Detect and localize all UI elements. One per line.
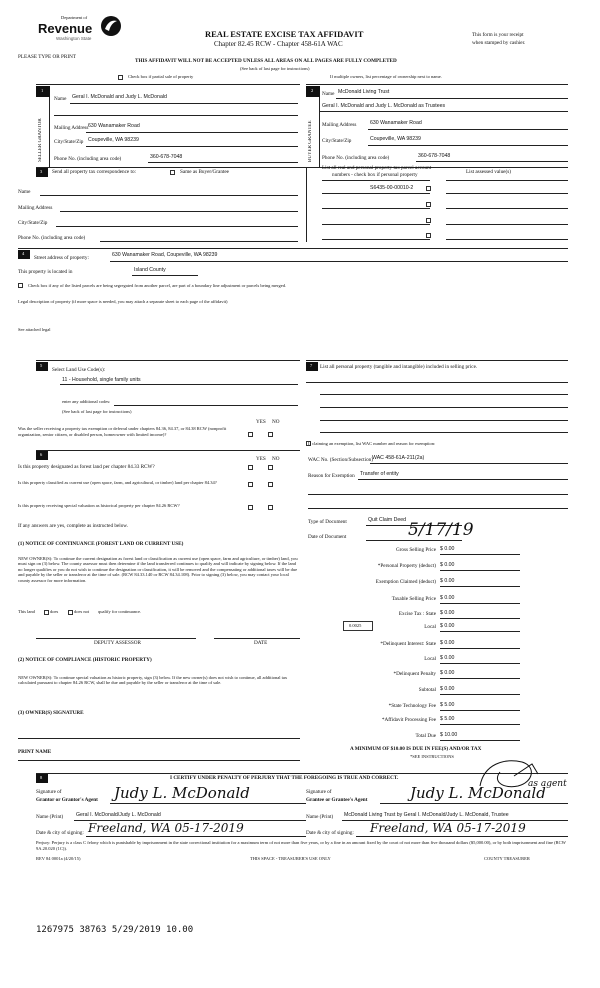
grantor-signature: Judy L. McDonald [114,784,250,802]
forest-yes-header: YES [256,456,266,462]
forest-q3: Is this property receiving special valuation as historical property per chapter 84.26 RCW? [18,503,180,508]
tax-row-value: $ 0.00 [440,640,455,646]
seller-phone-label: Phone No. (including area code) [54,156,122,162]
forest-q1-no-checkbox[interactable] [268,465,273,470]
grantee-sig-label-2: Grantee or Grantee's Agent [306,797,368,803]
does-checkbox[interactable] [44,610,49,615]
tax-row-label: Taxable Selling Price [391,596,436,602]
see-instructions-text: *SEE INSTRUCTIONS [410,754,454,759]
exemption-yes-checkbox[interactable] [248,432,253,437]
tax-row-value: $ 5.00 [440,702,455,708]
section-1-marker: 1 [36,86,50,97]
tax-row-value: $ 0.00 [440,562,455,568]
tax-row-label: Local [424,624,436,630]
doc-type-value: Quit Claim Deed [368,517,407,523]
grantee-date-city: Freeland, WA 05-17-2019 [370,821,526,835]
treasurer-space-text: THIS SPACE - TREASURER'S USE ONLY [250,856,331,861]
parcel-1-checkbox[interactable] [426,186,431,191]
grantee-date-label: Date & city of signing: [306,830,354,836]
section-6-marker: 6 [36,451,48,460]
logo-sub-text: Washington State [56,36,92,41]
forest-q2-no-checkbox[interactable] [268,482,273,487]
partial-sale-checkbox[interactable] [118,75,123,80]
seller-phone: 360-678-7048 [150,154,183,160]
owner-signature-title: (3) OWNER(S) SIGNATURE [18,710,84,716]
tax-row-label: Local [424,656,436,662]
additional-codes-label: enter any additional codes: [62,399,111,404]
parcel-3-checkbox[interactable] [426,218,431,223]
section-7-marker: 7 [306,362,318,371]
multiple-owners-text: If multiple owners, list percentage of ownership next to name. [330,74,442,79]
grantor-sig-label-2: Grantor or Grantor's Agent [36,797,98,803]
segregated-label: Check box if any of the listed parcels are being segregated from another parcel, are part of a boundary line adjustment or parcels being merged. [28,283,287,288]
buyer-grantee-label: BUYER GRANTEE [308,120,313,162]
tax-row-label: Subtotal [418,687,436,693]
grantor-print-label: Name (Print) [36,814,64,820]
parcels-heading-2: numbers - check box if personal property [332,172,418,178]
street-address: 630 Wanamaker Road, Coupeville, WA 98239 [112,252,218,258]
tax-row-label: *Delinquent Penalty [393,671,436,677]
grantor-print-name: Geral I. McDonald/Judy L. McDonald [76,812,161,818]
buyer-mailing-label: Mailing Address [322,122,357,128]
qualify-label: qualify for continuance. [98,609,142,614]
buyer-name-2: Geral I. McDonald and Judy L. McDonald as Trustees [322,103,446,109]
perjury-text: Perjury: Perjury is a class C felony which is punishable by imprisonment in the state correctional institution for a maximum term of not more than five years, or by a fine in an amount fixed by the court of not more than five thousand dollars ($5,000.00), or by both imprisonment and fine (RCW 9A.20.020 (1C)). [36,840,566,851]
land-use-no-header: NO [272,419,280,425]
recording-stamp: 1267975 38763 5/29/2019 10.00 [36,925,194,935]
seller-mailing-label: Mailing Address [54,125,89,131]
seller-grantor-label: SELLER GRANTOR [38,118,43,162]
revenue-swirl-icon [100,15,122,37]
reason-label: Reason for Exemption [308,473,355,479]
reason-value: Transfer of entity [360,471,399,477]
grantee-signature-flourish [474,756,564,794]
personal-property-heading: List all personal property (tangible and intangible) included in selling price. [320,364,478,370]
buyer-phone: 360-678-7048 [418,153,451,159]
parcel-2-checkbox[interactable] [426,202,431,207]
seller-city-label: City/State/Zip [54,139,84,145]
correspondence-phone-label: Phone No. (including area code) [18,235,86,241]
assessor-date-label: DATE [254,640,268,646]
notice-continuance-title: (1) NOTICE OF CONTINUANCE (FOREST LAND OR CURRENT USE) [18,541,184,547]
grantee-print-label: Name (Print) [306,814,334,820]
forest-q3-no-checkbox[interactable] [268,505,273,510]
tax-row-value: $ 0.00 [440,610,455,616]
buyer-city: Coupeville, WA 98239 [370,136,421,142]
forest-q1: Is this property designated as forest land per chapter 84.33 RCW? [18,464,155,470]
tax-row-value: $ 0.00 [440,686,455,692]
does-not-checkbox[interactable] [68,610,73,615]
buyer-phone-label: Phone No. (including area code) [322,155,390,161]
section-3-marker: 3 [36,168,48,177]
section-8-marker: 8 [36,774,48,783]
forest-no-header: NO [272,456,280,462]
logo-top-text: Department of [61,15,88,20]
tax-row-label: *Personal Property (deduct) [377,563,436,569]
section-4-marker: 4 [18,250,30,259]
seller-name: Geral I. McDonald and Judy L. McDonald [72,94,167,100]
tax-row-label: Gross Selling Price [395,547,436,553]
tax-row-value: $ 0.00 [440,670,455,676]
tax-row-value: $ 0.00 [440,595,455,601]
parcel-1-value: S6435-00-00010-2 [370,185,414,191]
local-rate-box: 0.0025 [343,621,373,631]
form-title: REAL ESTATE EXCISE TAX AFFIDAVIT [205,29,364,39]
forest-q2: Is this property classified as current use (open space, farm, and agricultural, or timber) land per chapter 84.34? [18,480,217,485]
segregated-checkbox[interactable] [18,283,23,288]
tax-row-label: *State Technology Fee [388,703,436,709]
land-use-yes-header: YES [256,419,266,425]
forest-q1-yes-checkbox[interactable] [248,465,253,470]
seller-mailing: 630 Wanamaker Road [88,123,140,129]
tax-row-value: $ 10.00 [440,732,458,738]
certify-heading: I CERTIFY UNDER PENALTY OF PERJURY THAT THE FOREGOING IS TRUE AND CORRECT. [170,775,399,781]
correspondence-mailing-label: Mailing Address [18,205,53,211]
tax-row-value: $ 5.00 [440,716,455,722]
exemption-heading: If claiming an exemption, list WAC number and reason for exemption: [308,441,436,446]
doc-date-label: Date of Document [308,534,347,540]
wac-value: WAC 458-61A-211(2a) [372,455,425,461]
forest-q2-yes-checkbox[interactable] [248,482,253,487]
legal-description-value: See attached legal [18,327,51,332]
correspondence-heading: Send all property tax correspondence to: [52,169,136,175]
rev-number: REV 84 0001a (4/20/15) [36,856,81,861]
same-as-buyer-checkbox[interactable] [170,170,175,175]
assessed-heading: List assessed value(s) [466,169,511,175]
grantee-signature: Judy L. McDonald [410,784,546,802]
this-land-label: This land [18,609,35,614]
seller-city: Coupeville, WA 98239 [88,137,139,143]
forest-q3-yes-checkbox[interactable] [248,505,253,510]
seller-name-label: Name [54,96,67,102]
section-2-marker: 2 [306,86,320,97]
street-address-label: Street address of property: [34,255,89,261]
tax-row-label: Exemption Claimed (deduct) [375,579,436,585]
land-use-see-back: (See back of last page for instructions) [62,409,132,414]
tax-row-value: $ 0.00 [440,546,455,552]
deputy-assessor-label: DEPUTY ASSESSOR [94,640,141,646]
parcels-heading-1: List all real and personal property tax parcel account [322,165,432,171]
grantee-print-name: McDonald Living Trust by Geral I. McDonald/Judy L. McDonald, Trustee [344,812,509,818]
doc-date-value: 5/17/19 [408,520,474,540]
print-name-title: PRINT NAME [18,749,52,755]
partial-sale-label: Check box if partial sale of property [128,74,194,79]
wac-label: WAC No. (Section/Subsection) [308,457,373,463]
see-back-text: (See back of last page for instructions) [240,66,310,71]
please-type-text: PLEASE TYPE OR PRINT [18,54,76,60]
not-accepted-text: THIS AFFIDAVIT WILL NOT BE ACCEPTED UNLESS ALL AREAS ON ALL PAGES ARE FULLY COMPLETED [135,58,397,64]
notice-compliance-title: (2) NOTICE OF COMPLIANCE (HISTORIC PROPERTY) [18,657,152,663]
grantor-date-label: Date & city of signing: [36,830,84,836]
tax-row-label: Total Due [415,733,436,739]
if-yes-text: If any answers are yes, complete as instructed below. [18,523,129,529]
correspondence-city-label: City/State/Zip [18,220,48,226]
tax-row-value: $ 0.00 [440,655,455,661]
minimum-due-text: A MINIMUM OF $10.00 IS DUE IN FEE(S) AND/OR TAX [350,746,482,752]
grantee-sig-label-1: Signature of [306,789,332,795]
parcel-4-checkbox[interactable] [426,233,431,238]
grantor-date-city: Freeland, WA 05-17-2019 [88,821,244,835]
tax-row-value: $ 0.00 [440,578,455,584]
section-5-marker: 5 [36,362,48,371]
receipt-note-2: when stamped by cashier. [472,40,526,46]
grantor-sig-label-1: Signature of [36,789,62,795]
tax-row-label: *Delinquent Interest: State [380,641,436,647]
exemption-no-checkbox[interactable] [268,432,273,437]
does-not-label: does not [74,609,90,614]
exemption-question: Was the seller receiving a property tax exemption or deferral under chapters 84.36, 84.37, or 84.38 RCW (nonprofit organization, senior citizen, or disabled person, homeowner with limited income)? [18,426,227,437]
land-use-heading: Select Land Use Code(s): [52,367,106,373]
land-use-code: 11 - Household, single family units [62,377,141,383]
logo-main-text: Revenue [38,21,93,36]
located-label: This property is located in [18,269,73,275]
grantee-signature-note: as agent [528,779,567,789]
correspondence-name-label: Name [18,189,31,195]
buyer-name-label: Name [322,91,335,97]
doc-type-label: Type of Document [308,519,347,525]
notice-compliance-body: NEW OWNER(S): To continue special valuation as historic property, sign (3) below. If the new owner(s) does not wish to continue, all additional tax calculated pursuant to chapter 84.26 RCW, shall be due and payable by the seller or transferor at the time of sale. [18,675,288,686]
does-label: does [50,609,59,614]
notice-continuance-body: NEW OWNER(S): To continue the current designation as forest land or classification as current use (open space, farm and agriculture, or timber) land, you must sign on (3) below. The county assessor must then determine if the land transferred continues to qualify and will indicate by signing below. If the land no longer qualifies or you do not wish to continue the designation or classification, it will be removed and the compensating or additional taxes will be due and payable by the seller or transferor at the time of sale. (RCW 84.33.140 or RCW 84.34.108). Prior to signing (3) below, you may contact your local county assessor for more information. [18,556,298,583]
legal-description-label: Legal description of property (if more space is needed, you may attach a separate sheet to each page of the affidavit) [18,299,228,304]
buyer-city-label: City/State/Zip [322,138,352,144]
tax-row-value: $ 0.00 [440,623,455,629]
county-value: Island County [134,267,166,273]
tax-row-label: *Affidavit Processing Fee [381,717,436,723]
form-subtitle: Chapter 82.45 RCW - Chapter 458-61A WAC [214,40,343,48]
same-as-buyer-label: Same as Buyer/Grantee [180,169,229,175]
buyer-name: McDonald Living Trust [338,89,390,95]
tax-row-label: Excise Tax : State [398,611,436,617]
receipt-note-1: This form is your receipt [472,32,524,38]
revenue-logo [18,14,128,48]
buyer-mailing: 630 Wanamaker Road [370,120,422,126]
county-treasurer-text: COUNTY TREASURER [484,856,530,861]
